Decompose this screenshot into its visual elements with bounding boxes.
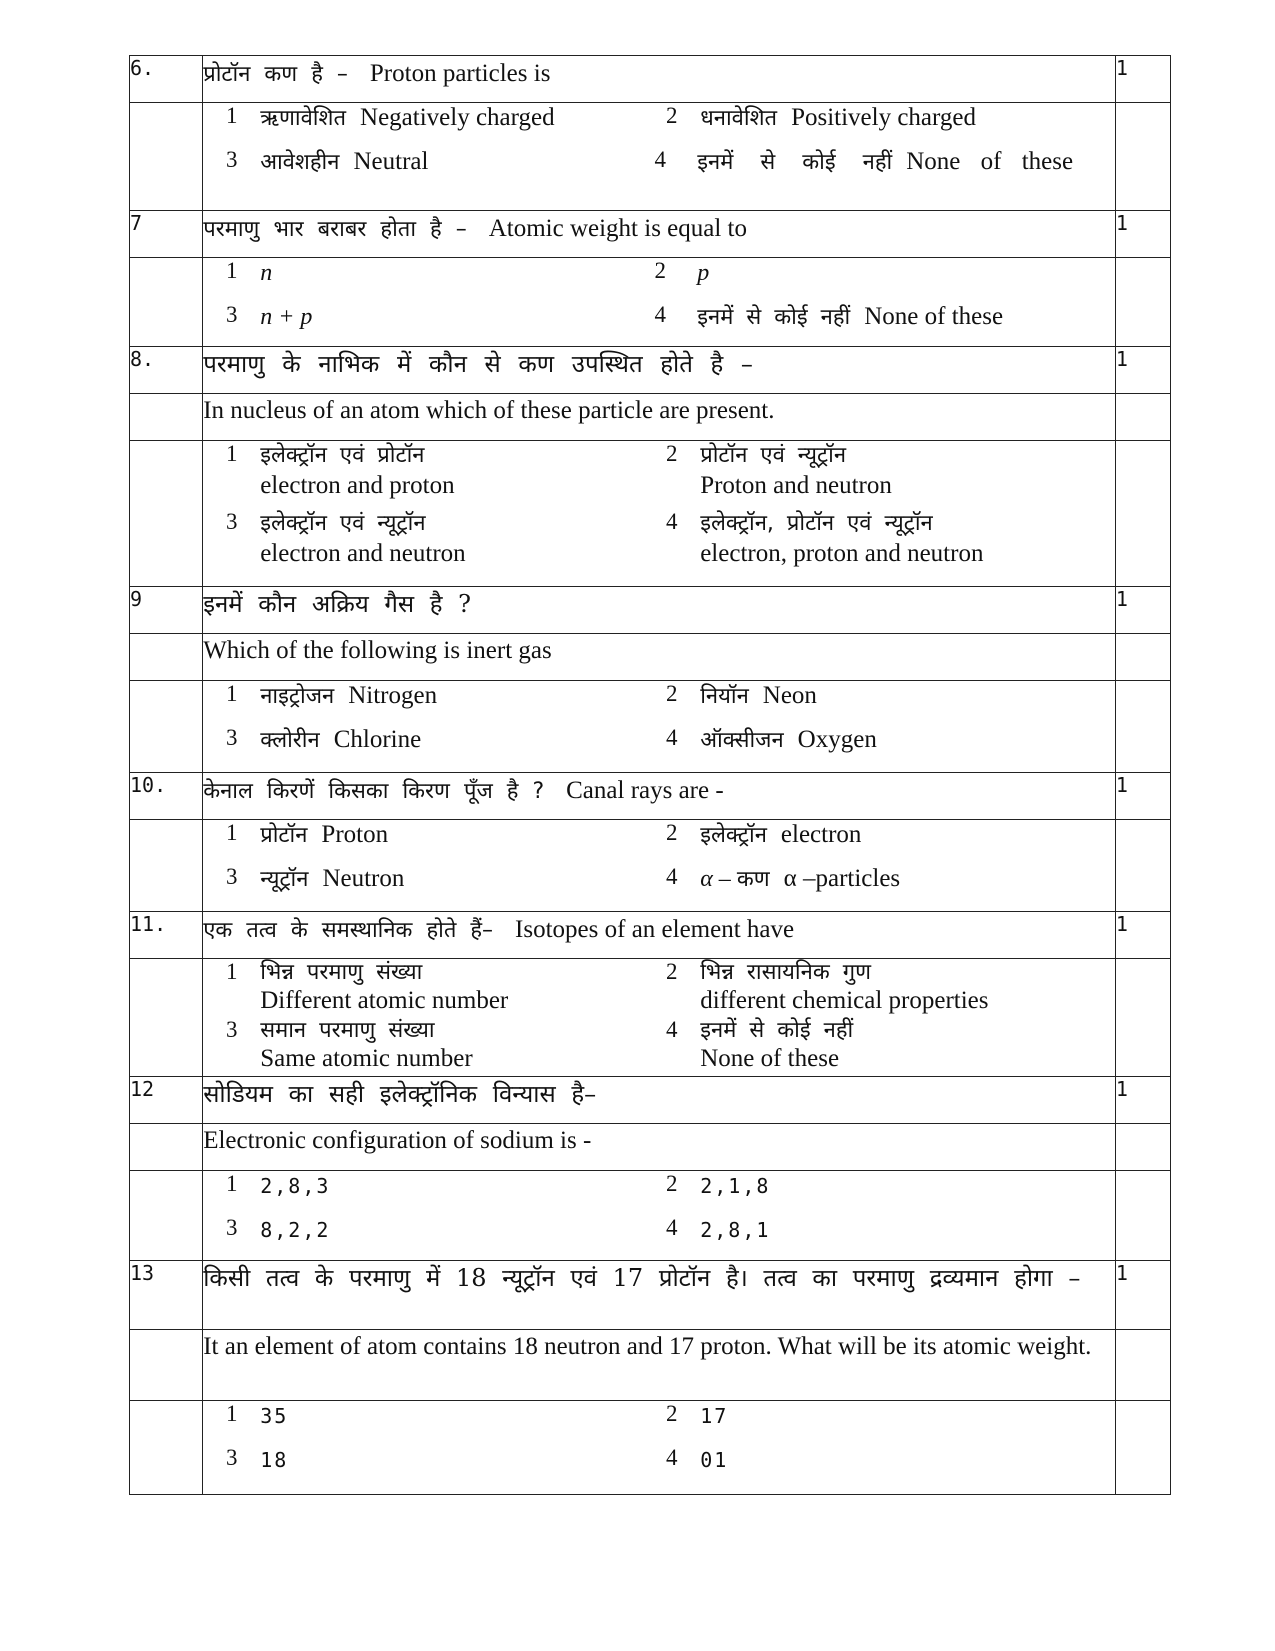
question-english-row bbox=[130, 1124, 1171, 1171]
question-number: 8. bbox=[130, 347, 203, 394]
option: 2 p bbox=[654, 258, 710, 286]
question-row bbox=[130, 347, 1171, 394]
option: 4 इलेक्ट्रॉन, प्रोटॉन एवं न्यूट्रॉन electron, proton and neutron bbox=[665, 509, 984, 567]
question-row bbox=[130, 211, 1171, 258]
options-row bbox=[130, 1171, 1171, 1261]
question-number: 11. bbox=[130, 912, 203, 959]
question-table bbox=[129, 55, 1171, 1495]
option: 3 n + p bbox=[225, 302, 313, 330]
question-row bbox=[130, 587, 1171, 634]
options-row bbox=[130, 103, 1171, 211]
question-mark: 1 bbox=[1115, 1077, 1170, 1124]
option: 2 नियॉन Neon bbox=[665, 681, 817, 709]
question-mark: 1 bbox=[1115, 347, 1170, 394]
question-mark: 1 bbox=[1115, 1261, 1170, 1330]
question-english-row bbox=[130, 634, 1171, 681]
question-row bbox=[130, 912, 1171, 959]
option: 2 भिन्न रासायनिक गुण different chemical properties bbox=[665, 959, 989, 1014]
options-row bbox=[130, 820, 1171, 912]
options-row bbox=[130, 959, 1171, 1077]
option: 1 प्रोटॉन Proton bbox=[225, 820, 389, 848]
options bbox=[203, 959, 1116, 1077]
option: 3 क्लोरीन Chlorine bbox=[225, 725, 422, 753]
question-mark: 1 bbox=[1115, 773, 1170, 820]
question-number: 10. bbox=[130, 773, 203, 820]
option: 2 प्रोटॉन एवं न्यूट्रॉन Proton and neutron bbox=[665, 441, 892, 499]
question-english: It an element of atom contains 18 neutron and 17 proton. What will be its atomic weight. bbox=[203, 1330, 1116, 1401]
option: 3 न्यूट्रॉन Neutron bbox=[225, 864, 405, 892]
options bbox=[203, 103, 1116, 211]
question-row bbox=[130, 773, 1171, 820]
question-english: Electronic configuration of sodium is - bbox=[203, 1124, 1116, 1171]
option: 3 आवेशहीन Neutral bbox=[225, 147, 429, 175]
question-number: 13 bbox=[130, 1261, 203, 1330]
question-number: 9 bbox=[130, 587, 203, 634]
option: 1 2,8,3 bbox=[225, 1171, 331, 1198]
option: 1 ऋणावेशित Negatively charged bbox=[225, 103, 555, 131]
options bbox=[203, 258, 1116, 347]
option: 1 भिन्न परमाणु संख्या Different atomic number bbox=[225, 959, 509, 1014]
options-row bbox=[130, 258, 1171, 347]
options bbox=[203, 820, 1116, 912]
option: 4 इनमें से कोई नहीं None of these bbox=[665, 1017, 854, 1072]
options bbox=[203, 1401, 1116, 1495]
question-text: सोडियम का सही इलेक्ट्रॉनिक विन्यास है– bbox=[203, 1077, 1116, 1124]
question-number: 7 bbox=[130, 211, 203, 258]
question-text: प्रोटॉन कण है – Proton particles is bbox=[203, 56, 1116, 103]
question-number: 6. bbox=[130, 56, 203, 103]
question-row bbox=[130, 1261, 1171, 1330]
question-number: 12 bbox=[130, 1077, 203, 1124]
options bbox=[203, 1171, 1116, 1261]
question-text: किसी तत्व के परमाणु में 18 न्यूट्रॉन एवं 17 प्रोटॉन है। तत्व का परमाणु द्रव्यमान होगा – bbox=[203, 1261, 1116, 1330]
option: 3 इलेक्ट्रॉन एवं न्यूट्रॉन electron and neutron bbox=[225, 509, 466, 567]
option: 1 35 bbox=[225, 1401, 289, 1428]
option: 2 धनावेशित Positively charged bbox=[665, 103, 977, 131]
question-text: इनमें कौन अक्रिय गैस है ? bbox=[203, 587, 1116, 634]
option: 3 समान परमाणु संख्या Same atomic number bbox=[225, 1017, 473, 1072]
option: 1 n bbox=[225, 258, 273, 286]
option: 2 2,1,8 bbox=[665, 1171, 771, 1198]
options-row bbox=[130, 681, 1171, 773]
question-text: एक तत्व के समस्थानिक होते हैं– Isotopes of an element have bbox=[203, 912, 1116, 959]
question-row bbox=[130, 1077, 1171, 1124]
option: 4 इनमें से कोई नहीं None of these bbox=[654, 147, 1074, 175]
option: 4 01 bbox=[665, 1445, 729, 1472]
option: 4 α – कण α –particles bbox=[665, 864, 901, 892]
question-text: परमाणु के नाभिक में कौन से कण उपस्थित होते है – bbox=[203, 347, 1116, 394]
question-english: In nucleus of an atom which of these particle are present. bbox=[203, 394, 1116, 441]
question-mark: 1 bbox=[1115, 56, 1170, 103]
option: 3 18 bbox=[225, 1445, 289, 1472]
question-text: केनाल किरणें किसका किरण पूँज है ? Canal rays are - bbox=[203, 773, 1116, 820]
option: 2 17 bbox=[665, 1401, 729, 1428]
question-english-row bbox=[130, 394, 1171, 441]
question-text: परमाणु भार बराबर होता है – Atomic weight is equal to bbox=[203, 211, 1116, 258]
question-english: Which of the following is inert gas bbox=[203, 634, 1116, 681]
question-mark: 1 bbox=[1115, 211, 1170, 258]
option: 2 इलेक्ट्रॉन electron bbox=[665, 820, 862, 848]
options bbox=[203, 681, 1116, 773]
options-row bbox=[130, 1401, 1171, 1495]
option: 4 2,8,1 bbox=[665, 1215, 771, 1242]
options-row bbox=[130, 441, 1171, 587]
option: 1 नाइट्रोजन Nitrogen bbox=[225, 681, 438, 709]
option: 4 इनमें से कोई नहीं None of these bbox=[654, 302, 1004, 330]
question-mark: 1 bbox=[1115, 587, 1170, 634]
question-english-row bbox=[130, 1330, 1171, 1401]
options bbox=[203, 441, 1116, 587]
question-mark: 1 bbox=[1115, 912, 1170, 959]
option: 4 ऑक्सीजन Oxygen bbox=[665, 725, 877, 753]
option: 3 8,2,2 bbox=[225, 1215, 331, 1242]
option: 1 इलेक्ट्रॉन एवं प्रोटॉन electron and proton bbox=[225, 441, 455, 499]
question-row bbox=[130, 56, 1171, 103]
